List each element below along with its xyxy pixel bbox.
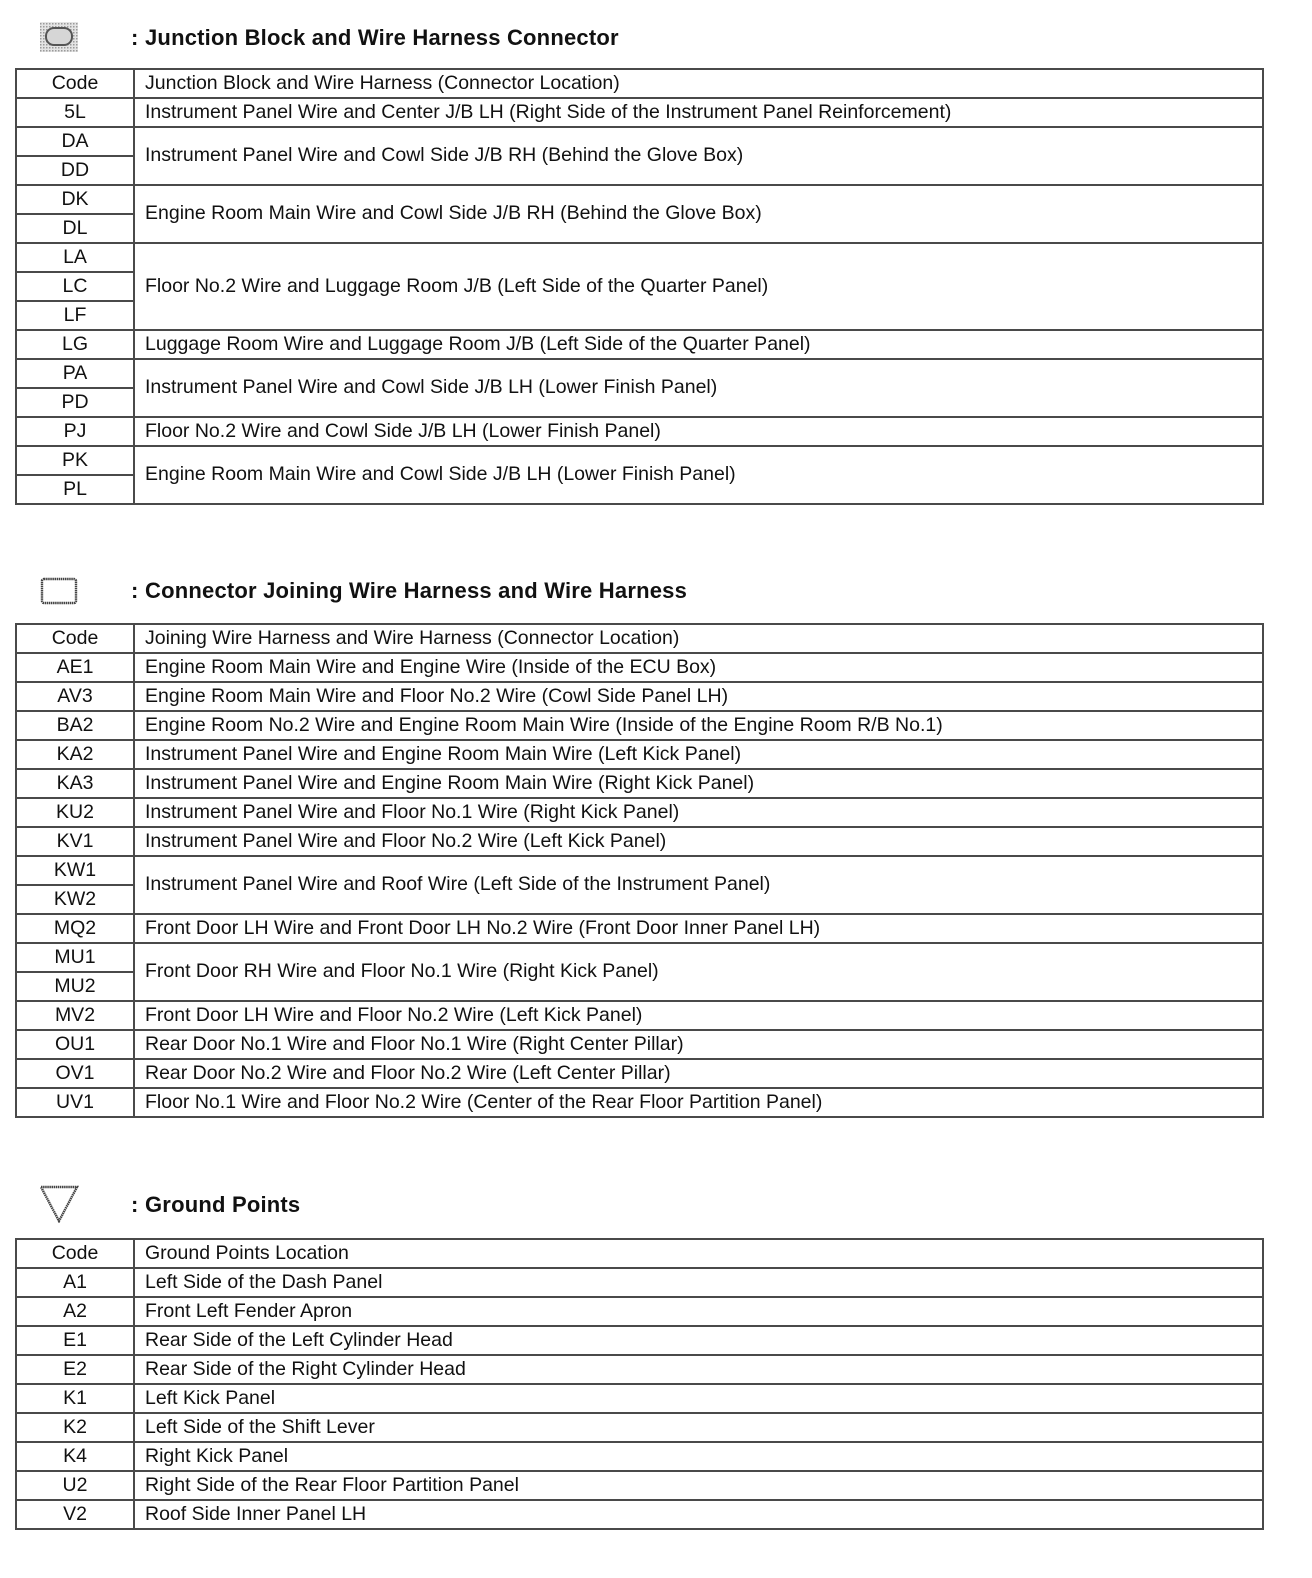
code-cell: MQ2 (16, 914, 134, 943)
code-cell: AV3 (16, 682, 134, 711)
code-cell: U2 (16, 1471, 134, 1500)
location-cell: Instrument Panel Wire and Center J/B LH (Right Side of the Instrument Panel Reinforcement) (134, 98, 1263, 127)
code-cell: UV1 (16, 1088, 134, 1117)
table-row (16, 943, 1263, 972)
code-cell: KU2 (16, 798, 134, 827)
location-cell: Floor No.2 Wire and Luggage Room J/B (Left Side of the Quarter Panel) (134, 243, 1263, 330)
code-cell: AE1 (16, 653, 134, 682)
header-code: Code (16, 69, 134, 98)
code-cell: K1 (16, 1384, 134, 1413)
code-cell: 5L (16, 98, 134, 127)
table-row (16, 1030, 1263, 1059)
table-row (16, 711, 1263, 740)
code-cell: LA (16, 243, 134, 272)
location-cell: Instrument Panel Wire and Cowl Side J/B RH (Behind the Glove Box) (134, 127, 1263, 185)
table-row (16, 856, 1263, 885)
table-row (16, 1268, 1263, 1297)
location-cell: Left Side of the Dash Panel (134, 1268, 1263, 1297)
table-row (16, 98, 1263, 127)
section-header (15, 1183, 1264, 1225)
code-cell: DA (16, 127, 134, 156)
header-location: Ground Points Location (134, 1239, 1263, 1268)
location-cell: Instrument Panel Wire and Floor No.1 Wire (Right Kick Panel) (134, 798, 1263, 827)
table-row (16, 682, 1263, 711)
location-cell: Left Kick Panel (134, 1384, 1263, 1413)
location-cell: Instrument Panel Wire and Cowl Side J/B LH (Lower Finish Panel) (134, 359, 1263, 417)
code-cell: DL (16, 214, 134, 243)
table-row (16, 1355, 1263, 1384)
ground-points-section (15, 1183, 1264, 1525)
table-row (16, 798, 1263, 827)
location-cell: Instrument Panel Wire and Roof Wire (Left Side of the Instrument Panel) (134, 856, 1263, 914)
table-row (16, 1500, 1263, 1529)
table-row (16, 330, 1263, 359)
location-cell: Front Door RH Wire and Floor No.1 Wire (Right Kick Panel) (134, 943, 1263, 1001)
code-cell: KA2 (16, 740, 134, 769)
section-header (15, 16, 1264, 58)
code-cell: OU1 (16, 1030, 134, 1059)
table-row (16, 1471, 1263, 1500)
code-cell: LF (16, 301, 134, 330)
table-row (16, 1413, 1263, 1442)
location-cell: Engine Room Main Wire and Engine Wire (Inside of the ECU Box) (134, 653, 1263, 682)
section-colon: : (131, 578, 139, 603)
location-cell: Roof Side Inner Panel LH (134, 1500, 1263, 1529)
location-cell: Instrument Panel Wire and Floor No.2 Wire (Left Kick Panel) (134, 827, 1263, 856)
table-row (16, 185, 1263, 214)
location-cell: Left Side of the Shift Lever (134, 1413, 1263, 1442)
ground-points-table (15, 1238, 1264, 1530)
table-row (16, 827, 1263, 856)
table-row (16, 1297, 1263, 1326)
code-cell: PJ (16, 417, 134, 446)
connector-icon (37, 573, 81, 607)
table-row (16, 359, 1263, 388)
location-cell: Engine Room Main Wire and Floor No.2 Wire (Cowl Side Panel LH) (134, 682, 1263, 711)
table-header-row (16, 624, 1263, 653)
location-cell: Right Kick Panel (134, 1442, 1263, 1471)
location-cell: Right Side of the Rear Floor Partition Panel (134, 1471, 1263, 1500)
header-code: Code (16, 1239, 134, 1268)
code-cell: E1 (16, 1326, 134, 1355)
table-row (16, 446, 1263, 475)
section-title: Connector Joining Wire Harness and Wire Harness (145, 578, 688, 603)
location-cell: Rear Door No.1 Wire and Floor No.1 Wire (Right Center Pillar) (134, 1030, 1263, 1059)
code-cell: KA3 (16, 769, 134, 798)
code-cell: PA (16, 359, 134, 388)
header-code: Code (16, 624, 134, 653)
table-row (16, 1442, 1263, 1471)
ground-point-icon (37, 1183, 81, 1223)
table-row (16, 653, 1263, 682)
table-row (16, 1001, 1263, 1030)
section-colon: : (131, 25, 139, 50)
table-row (16, 1326, 1263, 1355)
section-title: Ground Points (145, 1192, 301, 1217)
junction-block-icon (37, 20, 81, 54)
code-cell: PD (16, 388, 134, 417)
location-cell: Rear Door No.2 Wire and Floor No.2 Wire (Left Center Pillar) (134, 1059, 1263, 1088)
location-cell: Engine Room No.2 Wire and Engine Room Main Wire (Inside of the Engine Room R/B No.1) (134, 711, 1263, 740)
code-cell: MU1 (16, 943, 134, 972)
location-cell: Front Left Fender Apron (134, 1297, 1263, 1326)
code-cell: MV2 (16, 1001, 134, 1030)
header-location: Joining Wire Harness and Wire Harness (Connector Location) (134, 624, 1263, 653)
location-cell: Rear Side of the Right Cylinder Head (134, 1355, 1263, 1384)
code-cell: A2 (16, 1297, 134, 1326)
location-cell: Instrument Panel Wire and Engine Room Main Wire (Right Kick Panel) (134, 769, 1263, 798)
location-cell: Engine Room Main Wire and Cowl Side J/B RH (Behind the Glove Box) (134, 185, 1263, 243)
connector-table (15, 623, 1264, 1118)
location-cell: Floor No.2 Wire and Cowl Side J/B LH (Lower Finish Panel) (134, 417, 1263, 446)
table-header-row (16, 1239, 1263, 1268)
table-row (16, 769, 1263, 798)
table-row (16, 740, 1263, 769)
section-title: Junction Block and Wire Harness Connector (145, 25, 619, 50)
table-row (16, 417, 1263, 446)
section-colon: : (131, 1192, 139, 1217)
table-row (16, 1059, 1263, 1088)
code-cell: KV1 (16, 827, 134, 856)
code-cell: K2 (16, 1413, 134, 1442)
code-cell: KW1 (16, 856, 134, 885)
code-cell: A1 (16, 1268, 134, 1297)
table-row (16, 243, 1263, 272)
section-header (15, 569, 1264, 611)
code-cell: K4 (16, 1442, 134, 1471)
table-row (16, 914, 1263, 943)
connector-table (15, 68, 1264, 505)
code-cell: KW2 (16, 885, 134, 914)
location-cell: Instrument Panel Wire and Engine Room Main Wire (Left Kick Panel) (134, 740, 1263, 769)
location-cell: Floor No.1 Wire and Floor No.2 Wire (Center of the Rear Floor Partition Panel) (134, 1088, 1263, 1117)
table-row (16, 1384, 1263, 1413)
location-cell: Front Door LH Wire and Front Door LH No.2 Wire (Front Door Inner Panel LH) (134, 914, 1263, 943)
code-cell: E2 (16, 1355, 134, 1384)
code-cell: PL (16, 475, 134, 504)
code-cell: DD (16, 156, 134, 185)
code-cell: DK (16, 185, 134, 214)
code-cell: PK (16, 446, 134, 475)
table-row (16, 127, 1263, 156)
table-header-row (16, 69, 1263, 98)
code-cell: LC (16, 272, 134, 301)
junction-block-section (15, 16, 1264, 500)
code-cell: OV1 (16, 1059, 134, 1088)
location-cell: Front Door LH Wire and Floor No.2 Wire (Left Kick Panel) (134, 1001, 1263, 1030)
code-cell: BA2 (16, 711, 134, 740)
location-cell: Luggage Room Wire and Luggage Room J/B (Left Side of the Quarter Panel) (134, 330, 1263, 359)
connector-joining-section (15, 569, 1264, 1113)
code-cell: V2 (16, 1500, 134, 1529)
location-cell: Engine Room Main Wire and Cowl Side J/B LH (Lower Finish Panel) (134, 446, 1263, 504)
code-cell: LG (16, 330, 134, 359)
code-cell: MU2 (16, 972, 134, 1001)
location-cell: Rear Side of the Left Cylinder Head (134, 1326, 1263, 1355)
table-row (16, 1088, 1263, 1117)
header-location: Junction Block and Wire Harness (Connector Location) (134, 69, 1263, 98)
